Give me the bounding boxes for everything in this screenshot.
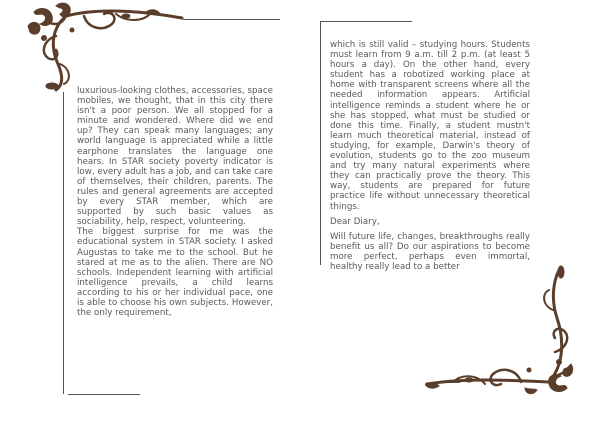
frame-rule-top-right [320, 21, 412, 22]
frame-rule-bottom-left [68, 394, 140, 395]
frame-rule-left-vertical [63, 92, 64, 394]
left-paragraph-2: The biggest surprise for me was the educational system in STAR society. I asked Augustas to take me to the school. But he stared at me as to the alien. There are NO schools. Independent learning with artificial intelligence prevails, a child learns according to his or her individual pace, one is able to choose his own subjects. However, the only requirement, [77, 227, 273, 319]
left-text-column [77, 86, 273, 318]
floral-corner-ornament-bottom-right [425, 262, 575, 397]
right-paragraph-2: Will future life, changes, breakthroughs really benefit us all? Do our aspirations to become more perfect, perhaps even immortal, healthy really lead to a better [330, 231, 530, 272]
frame-rule-right-vertical [320, 21, 321, 265]
left-paragraph-1: luxurious-looking clothes, accessories, space mobiles, we thought, that in this city there isn't a poor person. We all stopped for a minute and wondered. Where did we end up? They can speak many languages; any world language is appreciated while a little earphone translates the language one hears. In STAR society poverty indicator is low, every adult has a job, and can take care of themselves, their children, parents. The rules and general agreements are accepted by every STAR member, which are supported by such basic values as sociability, help, respect, volunteering. [77, 86, 273, 228]
right-text-column [330, 40, 530, 272]
right-paragraph-1: which is still valid – studying hours. Students must learn from 9 a.m. till 2 p.m. (at least 5 hours a day). On the other hand, every student has a robotized working place at home with transparent screens where all the needed information appears. Artificial intelligence reminds a student where he or she has stopped, what must be studied or done this time. Finally, a student mustn't learn much theoretical material, instead of studying, for example, Darwin's theory of evolution, students go to the zoo museum and try many natural experiments where they can practically prove the theory. This way, students are prepared for future practice life without unnecessary theoretical things. [330, 40, 530, 212]
diary-salutation: Dear Diary, [330, 216, 380, 227]
frame-rule-top-left [183, 19, 280, 20]
floral-corner-ornament-top-left [26, 2, 186, 94]
